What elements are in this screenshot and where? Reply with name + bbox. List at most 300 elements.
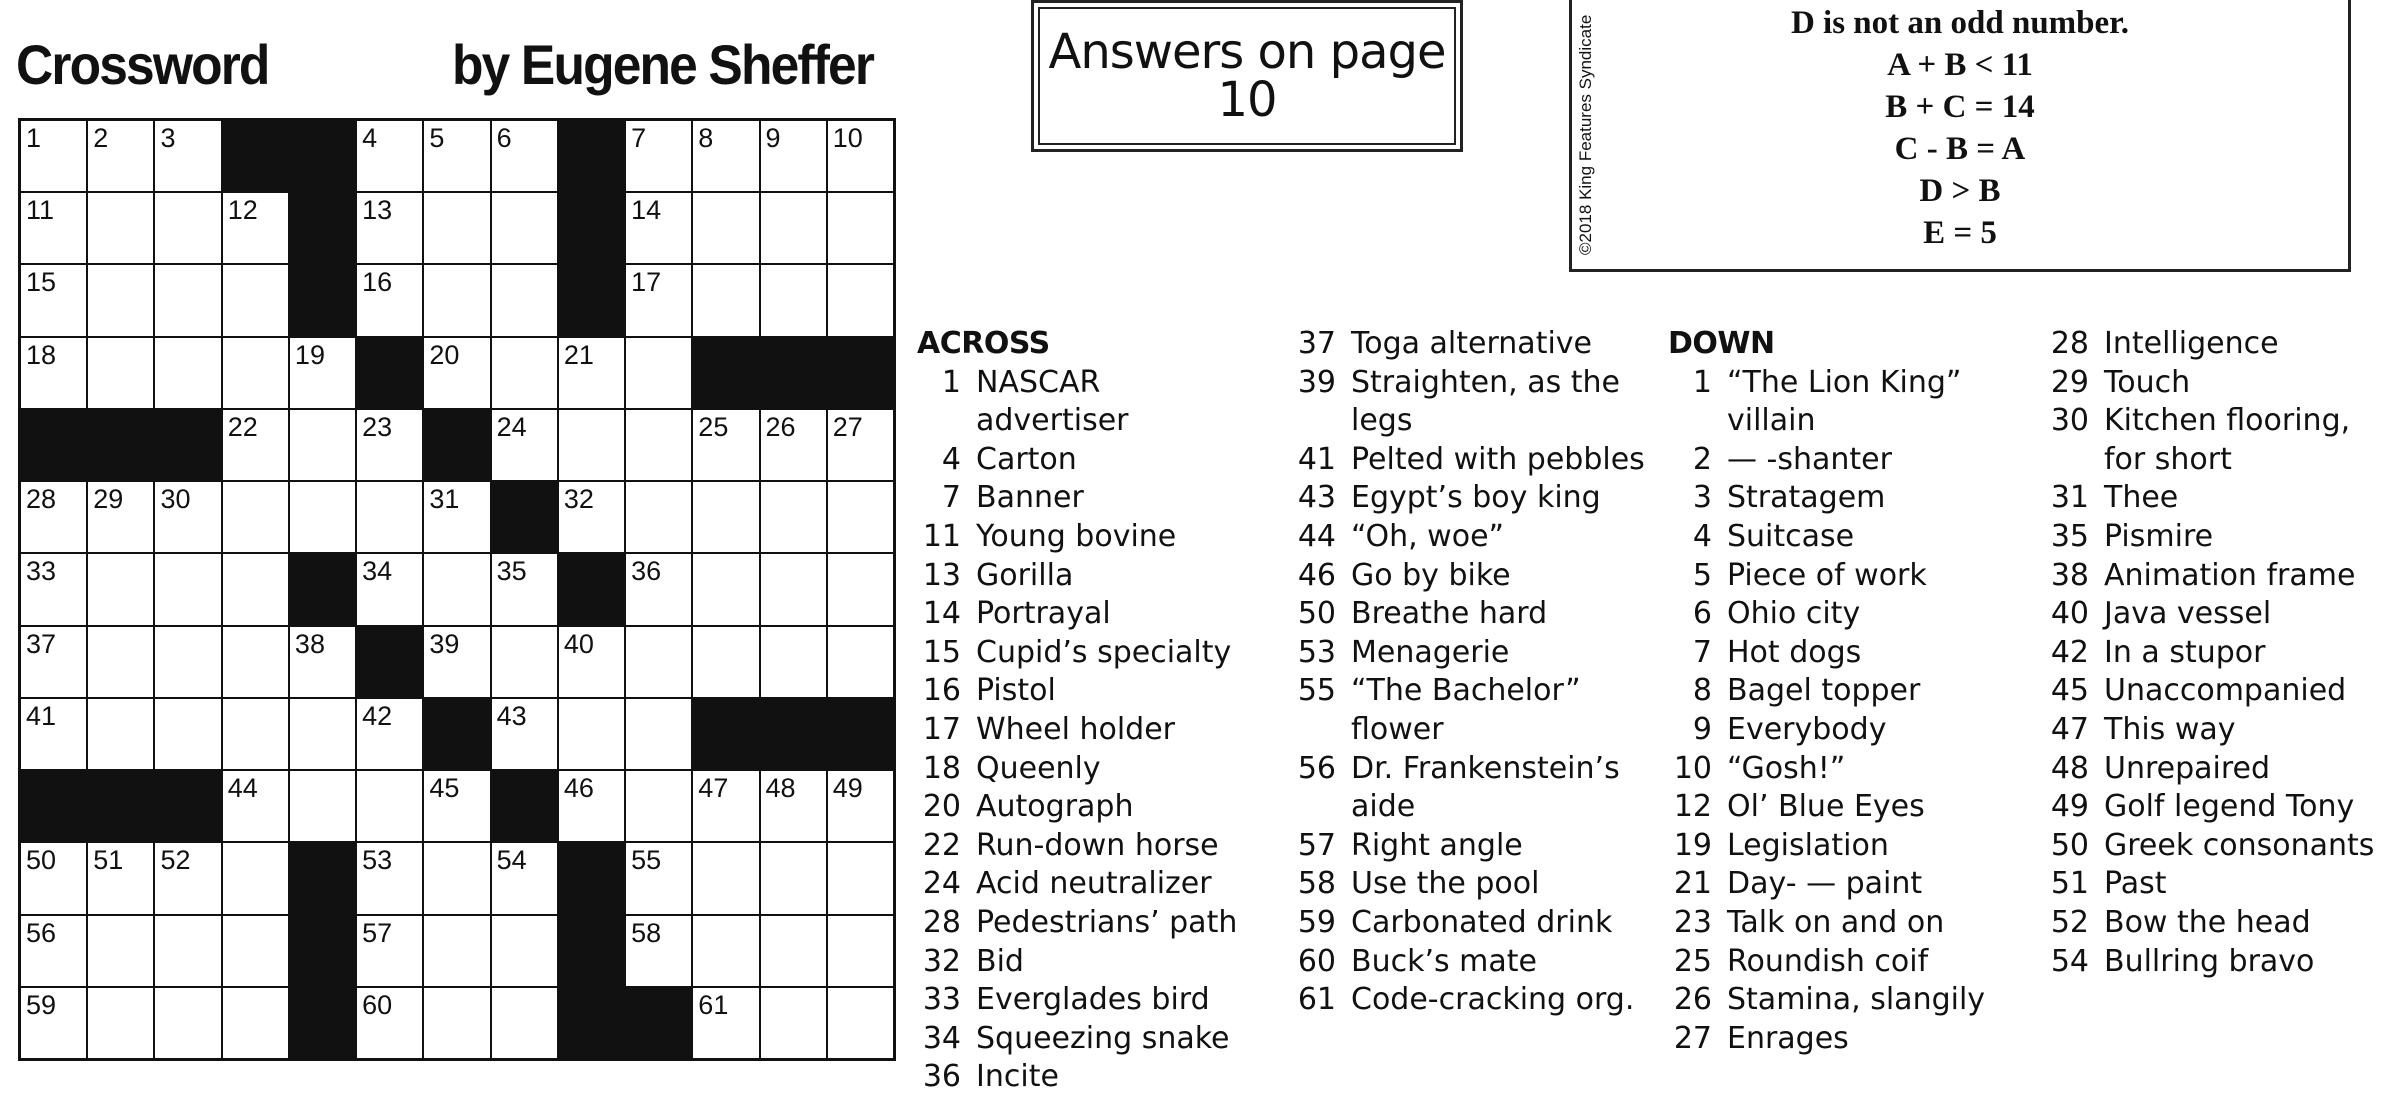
grid-cell-number: 29 xyxy=(93,484,124,515)
grid-cell[interactable] xyxy=(492,699,557,769)
grid-cell[interactable] xyxy=(559,338,624,408)
grid-black-square xyxy=(492,771,557,841)
grid-cell[interactable] xyxy=(21,843,86,913)
grid-cell[interactable] xyxy=(155,699,220,769)
grid-cell[interactable] xyxy=(559,699,624,769)
grid-cell[interactable] xyxy=(357,554,422,624)
grid-cell[interactable] xyxy=(761,843,826,913)
clue-number: 38 xyxy=(2050,557,2089,593)
clue-text: This way xyxy=(2104,711,2236,747)
grid-cell[interactable] xyxy=(424,988,489,1058)
clue-item xyxy=(2045,518,2385,557)
grid-cell[interactable] xyxy=(828,988,893,1058)
clue-text: Stratagem xyxy=(1727,480,1886,516)
grid-cell[interactable] xyxy=(761,482,826,552)
grid-cell[interactable] xyxy=(357,265,422,335)
clue-text: Portrayal xyxy=(976,596,1111,632)
grid-cell-number: 50 xyxy=(26,845,57,876)
grid-cell[interactable] xyxy=(626,338,691,408)
clue-number: 15 xyxy=(922,634,961,670)
clue-item xyxy=(917,1020,1257,1059)
grid-cell-number: 38 xyxy=(294,628,325,659)
grid-cell[interactable] xyxy=(424,338,489,408)
grid-cell[interactable] xyxy=(223,338,288,408)
grid-cell[interactable] xyxy=(21,193,86,263)
grid-cell[interactable] xyxy=(828,843,893,913)
logic-line: A + B < 11 xyxy=(1887,47,2033,83)
clue-item xyxy=(1292,479,1647,518)
grid-cell[interactable] xyxy=(693,843,758,913)
clue-number: 11 xyxy=(922,518,961,554)
grid-cell-number: 57 xyxy=(362,917,393,948)
clue-text: Pelted with pebbles xyxy=(1351,441,1645,477)
grid-cell[interactable] xyxy=(626,771,691,841)
grid-cell[interactable] xyxy=(492,627,557,697)
grid-black-square xyxy=(290,121,355,191)
grid-cell-number: 17 xyxy=(631,267,662,298)
grid-cell[interactable] xyxy=(492,988,557,1058)
clue-text: Pismire xyxy=(2104,518,2214,554)
grid-cell[interactable] xyxy=(155,627,220,697)
clue-number: 6 xyxy=(1692,596,1712,632)
grid-cell[interactable] xyxy=(492,193,557,263)
grid-cell-number: 12 xyxy=(227,195,258,226)
grid-cell[interactable] xyxy=(828,554,893,624)
clue-text: Young bovine xyxy=(976,518,1177,554)
grid-cell[interactable] xyxy=(828,916,893,986)
grid-cell[interactable] xyxy=(223,482,288,552)
clue-text: Unrepaired xyxy=(2104,750,2271,786)
grid-cell[interactable] xyxy=(492,554,557,624)
clue-item xyxy=(1668,441,1998,480)
clue-number: 55 xyxy=(1297,673,1336,709)
clue-number: 54 xyxy=(2050,943,2089,979)
clue-number: 33 xyxy=(922,982,961,1018)
grid-cell[interactable] xyxy=(626,627,691,697)
grid-cell[interactable] xyxy=(424,482,489,552)
clue-text: Ol’ Blue Eyes xyxy=(1727,789,1925,825)
grid-cell[interactable] xyxy=(761,410,826,480)
grid-cell[interactable] xyxy=(828,121,893,191)
grid-cell[interactable] xyxy=(357,482,422,552)
grid-cell[interactable] xyxy=(693,771,758,841)
clue-number: 7 xyxy=(941,480,961,516)
grid-cell[interactable] xyxy=(88,338,153,408)
puzzle-title: Crossword xyxy=(16,33,269,96)
grid-black-square xyxy=(290,916,355,986)
grid-cell[interactable] xyxy=(626,265,691,335)
grid-cell[interactable] xyxy=(357,121,422,191)
grid-cell[interactable] xyxy=(693,121,758,191)
grid-cell[interactable] xyxy=(626,482,691,552)
answers-note-line2: 10 xyxy=(1217,72,1277,128)
grid-cell-number: 60 xyxy=(362,989,393,1020)
grid-cell-number: 53 xyxy=(362,845,393,876)
clue-number: 28 xyxy=(2050,326,2089,361)
grid-cell[interactable] xyxy=(223,843,288,913)
clue-text: Toga alternative xyxy=(1351,326,1592,361)
clue-text: Suitcase xyxy=(1727,518,1855,554)
grid-black-square xyxy=(828,338,893,408)
grid-cell[interactable] xyxy=(88,265,153,335)
clue-number: 31 xyxy=(2050,480,2089,516)
clue-number: 61 xyxy=(1297,982,1336,1018)
grid-cell[interactable] xyxy=(155,121,220,191)
grid-cell[interactable] xyxy=(761,771,826,841)
grid-cell[interactable] xyxy=(88,121,153,191)
grid-cell[interactable] xyxy=(761,627,826,697)
grid-cell-number: 32 xyxy=(563,484,594,515)
grid-cell[interactable] xyxy=(88,988,153,1058)
grid-black-square xyxy=(761,699,826,769)
clue-item xyxy=(917,943,1257,982)
clue-number: 5 xyxy=(1692,557,1712,593)
grid-cell[interactable] xyxy=(693,482,758,552)
grid-cell-number: 59 xyxy=(26,989,57,1020)
grid-cell[interactable] xyxy=(223,627,288,697)
grid-cell[interactable] xyxy=(828,482,893,552)
grid-cell[interactable] xyxy=(155,843,220,913)
clue-text: Queenly xyxy=(976,750,1101,786)
grid-cell[interactable] xyxy=(761,193,826,263)
clue-number: 23 xyxy=(1673,904,1712,940)
grid-cell[interactable] xyxy=(290,771,355,841)
clue-text: Talk on and on xyxy=(1727,904,1945,940)
grid-black-square xyxy=(559,988,624,1058)
clue-text: Run-down horse xyxy=(976,827,1219,863)
grid-cell[interactable] xyxy=(290,338,355,408)
grid-cell[interactable] xyxy=(155,988,220,1058)
clue-text: Day- — paint xyxy=(1727,866,1923,902)
grid-cell[interactable] xyxy=(492,338,557,408)
clue-item xyxy=(917,981,1257,1020)
clue-text: Stamina, slangily xyxy=(1727,982,1986,1018)
clue-text: Bid xyxy=(976,943,1024,979)
clue-item xyxy=(1668,904,1998,943)
grid-cell[interactable] xyxy=(357,988,422,1058)
grid-cell[interactable] xyxy=(626,843,691,913)
answers-note-line1: Answers on page xyxy=(1048,24,1446,80)
grid-black-square xyxy=(626,988,691,1058)
grid-black-square xyxy=(21,410,86,480)
grid-cell-number: 16 xyxy=(362,267,393,298)
clue-number: 22 xyxy=(922,827,961,863)
grid-cell[interactable] xyxy=(290,482,355,552)
clue-item xyxy=(1668,943,1998,982)
grid-black-square xyxy=(492,482,557,552)
clue-number: 49 xyxy=(2050,789,2089,825)
clue-item xyxy=(917,865,1257,904)
grid-cell[interactable] xyxy=(828,410,893,480)
grid-cell[interactable] xyxy=(693,193,758,263)
grid-cell[interactable] xyxy=(88,627,153,697)
grid-cell[interactable] xyxy=(424,771,489,841)
clue-item xyxy=(917,904,1257,943)
grid-cell[interactable] xyxy=(626,121,691,191)
clue-text: Banner xyxy=(976,480,1084,516)
grid-cell[interactable] xyxy=(357,193,422,263)
clue-text: Buck’s mate xyxy=(1351,943,1537,979)
grid-cell[interactable] xyxy=(424,265,489,335)
clue-item xyxy=(917,788,1257,827)
clue-item xyxy=(1292,943,1647,982)
grid-cell-number: 31 xyxy=(429,484,460,515)
grid-cell-number: 18 xyxy=(26,339,57,370)
clue-text: Dr. Frankenstein’s aide xyxy=(1351,750,1620,825)
clue-text: Carbonated drink xyxy=(1351,904,1613,940)
clue-text: Golf legend Tony xyxy=(2104,789,2355,825)
grid-cell[interactable] xyxy=(21,988,86,1058)
clue-number: 35 xyxy=(2050,518,2089,554)
grid-cell[interactable] xyxy=(357,916,422,986)
grid-cell[interactable] xyxy=(828,193,893,263)
clue-number: 2 xyxy=(1692,441,1712,477)
grid-cell[interactable] xyxy=(492,843,557,913)
crossword-grid xyxy=(18,118,896,1061)
grid-cell[interactable] xyxy=(223,771,288,841)
grid-cell[interactable] xyxy=(424,193,489,263)
grid-cell[interactable] xyxy=(21,699,86,769)
clue-number: 13 xyxy=(922,557,961,593)
grid-cell[interactable] xyxy=(693,410,758,480)
clue-number: 4 xyxy=(1692,518,1712,554)
grid-cell[interactable] xyxy=(21,627,86,697)
clue-item xyxy=(917,479,1257,518)
grid-cell[interactable] xyxy=(357,771,422,841)
clue-number: 56 xyxy=(1297,750,1336,786)
clue-number: 1 xyxy=(1692,364,1712,400)
grid-cell[interactable] xyxy=(88,843,153,913)
clue-item xyxy=(1668,865,1998,904)
clue-text: Code-cracking org. xyxy=(1351,982,1635,1018)
grid-cell[interactable] xyxy=(88,482,153,552)
clue-text: Go by bike xyxy=(1351,557,1511,593)
grid-cell[interactable] xyxy=(492,410,557,480)
grid-cell-number: 40 xyxy=(563,628,594,659)
clue-text: Legislation xyxy=(1727,827,1889,863)
grid-cell[interactable] xyxy=(693,988,758,1058)
grid-black-square xyxy=(88,771,153,841)
grid-cell[interactable] xyxy=(693,627,758,697)
clue-text: Autograph xyxy=(976,789,1134,825)
clue-number: 25 xyxy=(1673,943,1712,979)
clue-item xyxy=(917,557,1257,596)
grid-black-square xyxy=(559,265,624,335)
grid-cell[interactable] xyxy=(155,554,220,624)
grid-cell[interactable] xyxy=(223,265,288,335)
grid-cell[interactable] xyxy=(761,265,826,335)
grid-cell[interactable] xyxy=(828,627,893,697)
grid-black-square xyxy=(290,843,355,913)
clue-text: Past xyxy=(2104,866,2167,902)
clue-text: Everglades bird xyxy=(976,982,1210,1018)
grid-cell-number: 51 xyxy=(93,845,124,876)
grid-cell[interactable] xyxy=(626,699,691,769)
grid-cell[interactable] xyxy=(290,627,355,697)
grid-cell[interactable] xyxy=(88,554,153,624)
grid-cell-number: 56 xyxy=(26,917,57,948)
clue-item xyxy=(2045,711,2385,750)
grid-cell[interactable] xyxy=(761,916,826,986)
clue-item xyxy=(1292,441,1647,480)
grid-cell[interactable] xyxy=(626,193,691,263)
grid-cell[interactable] xyxy=(290,410,355,480)
clue-number: 59 xyxy=(1297,904,1336,940)
grid-cell-number: 37 xyxy=(26,628,57,659)
grid-cell[interactable] xyxy=(290,699,355,769)
clue-item xyxy=(2045,672,2385,711)
across-clues-column-1 xyxy=(917,325,1257,1097)
grid-cell[interactable] xyxy=(357,410,422,480)
clue-item xyxy=(2045,788,2385,827)
grid-cell[interactable] xyxy=(223,410,288,480)
grid-cell[interactable] xyxy=(626,410,691,480)
clue-number: 30 xyxy=(2050,403,2089,439)
grid-black-square xyxy=(559,843,624,913)
grid-cell[interactable] xyxy=(88,916,153,986)
grid-cell[interactable] xyxy=(88,699,153,769)
grid-cell[interactable] xyxy=(828,771,893,841)
clue-number: 9 xyxy=(1692,711,1712,747)
down-header: DOWN xyxy=(1668,326,1775,361)
grid-cell[interactable] xyxy=(424,843,489,913)
grid-cell-number: 42 xyxy=(362,700,393,731)
grid-cell-number: 39 xyxy=(429,628,460,659)
grid-cell[interactable] xyxy=(21,338,86,408)
grid-cell[interactable] xyxy=(828,265,893,335)
clue-item xyxy=(2045,479,2385,518)
grid-cell[interactable] xyxy=(424,916,489,986)
clue-item xyxy=(917,711,1257,750)
grid-cell[interactable] xyxy=(21,482,86,552)
grid-cell-number: 13 xyxy=(362,195,393,226)
grid-black-square xyxy=(559,554,624,624)
grid-cell[interactable] xyxy=(559,627,624,697)
clue-item xyxy=(1668,788,1998,827)
grid-cell[interactable] xyxy=(761,988,826,1058)
clue-item xyxy=(1292,557,1647,596)
logic-puzzle-lines xyxy=(1660,2,2260,254)
clue-item xyxy=(2045,865,2385,904)
grid-cell-number: 45 xyxy=(429,773,460,804)
grid-cell[interactable] xyxy=(424,554,489,624)
clue-item xyxy=(1668,557,1998,596)
grid-cell[interactable] xyxy=(155,916,220,986)
grid-cell[interactable] xyxy=(155,482,220,552)
clue-item xyxy=(917,750,1257,789)
grid-cell-number: 26 xyxy=(765,411,796,442)
grid-cell[interactable] xyxy=(357,843,422,913)
grid-cell-number: 7 xyxy=(631,123,647,153)
clue-number: 52 xyxy=(2050,904,2089,940)
grid-cell-number: 14 xyxy=(631,195,662,226)
grid-cell[interactable] xyxy=(626,916,691,986)
grid-cell-number: 1 xyxy=(26,123,42,153)
grid-cell[interactable] xyxy=(761,554,826,624)
grid-cell-number: 43 xyxy=(496,700,527,731)
clue-number: 37 xyxy=(1297,326,1336,361)
grid-cell[interactable] xyxy=(424,627,489,697)
grid-cell[interactable] xyxy=(223,193,288,263)
clue-number: 19 xyxy=(1673,827,1712,863)
grid-cell-number: 35 xyxy=(496,556,527,587)
clue-number: 43 xyxy=(1297,480,1336,516)
clue-text: Greek consonants xyxy=(2104,827,2375,863)
grid-cell[interactable] xyxy=(559,482,624,552)
clue-item xyxy=(1668,711,1998,750)
grid-cell[interactable] xyxy=(21,916,86,986)
clue-number: 48 xyxy=(2050,750,2089,786)
clue-number: 21 xyxy=(1673,866,1712,902)
grid-cell[interactable] xyxy=(223,916,288,986)
grid-cell[interactable] xyxy=(492,265,557,335)
grid-cell[interactable] xyxy=(559,410,624,480)
clue-text: Unaccompanied xyxy=(2104,673,2347,709)
grid-cell[interactable] xyxy=(155,265,220,335)
grid-cell[interactable] xyxy=(626,554,691,624)
clue-text: Piece of work xyxy=(1727,557,1927,593)
grid-cell[interactable] xyxy=(492,121,557,191)
clue-text: In a stupor xyxy=(2104,634,2266,670)
clue-number: 51 xyxy=(2050,866,2089,902)
logic-line: C - B = A xyxy=(1894,131,2026,167)
grid-cell[interactable] xyxy=(21,121,86,191)
grid-black-square xyxy=(828,699,893,769)
clue-item xyxy=(917,518,1257,557)
grid-cell[interactable] xyxy=(424,121,489,191)
clue-number: 58 xyxy=(1297,866,1336,902)
clue-item xyxy=(1292,518,1647,557)
grid-cell[interactable] xyxy=(693,916,758,986)
grid-cell-number: 36 xyxy=(631,556,662,587)
grid-black-square xyxy=(357,338,422,408)
clue-item xyxy=(1292,325,1647,364)
clue-item xyxy=(1668,827,1998,866)
clue-item xyxy=(2045,634,2385,673)
grid-cell[interactable] xyxy=(693,554,758,624)
clue-text: Intelligence xyxy=(2104,326,2279,361)
grid-cell[interactable] xyxy=(21,265,86,335)
grid-cell-number: 30 xyxy=(160,484,191,515)
clue-text: Ohio city xyxy=(1727,596,1861,632)
grid-cell[interactable] xyxy=(155,338,220,408)
grid-cell-number: 10 xyxy=(832,123,863,153)
grid-cell[interactable] xyxy=(88,193,153,263)
grid-cell[interactable] xyxy=(559,771,624,841)
grid-cell[interactable] xyxy=(223,699,288,769)
grid-cell[interactable] xyxy=(761,121,826,191)
logic-line: D is not an odd number. xyxy=(1790,5,2130,41)
grid-cell[interactable] xyxy=(693,265,758,335)
grid-cell[interactable] xyxy=(492,916,557,986)
grid-cell-number: 6 xyxy=(496,123,512,153)
clue-text: Use the pool xyxy=(1351,866,1540,902)
clue-text: Bagel topper xyxy=(1727,673,1921,709)
clue-text: — -shanter xyxy=(1727,441,1892,477)
clue-number: 46 xyxy=(1297,557,1336,593)
grid-cell[interactable] xyxy=(223,988,288,1058)
clue-item xyxy=(917,634,1257,673)
clue-item xyxy=(917,1058,1257,1097)
grid-cell[interactable] xyxy=(155,193,220,263)
grid-cell[interactable] xyxy=(357,699,422,769)
grid-cell[interactable] xyxy=(21,554,86,624)
grid-cell-number: 25 xyxy=(698,411,729,442)
grid-cell[interactable] xyxy=(223,554,288,624)
grid-cell-number: 23 xyxy=(362,411,393,442)
clue-number: 28 xyxy=(922,904,961,940)
grid-cell-number: 41 xyxy=(26,700,57,731)
